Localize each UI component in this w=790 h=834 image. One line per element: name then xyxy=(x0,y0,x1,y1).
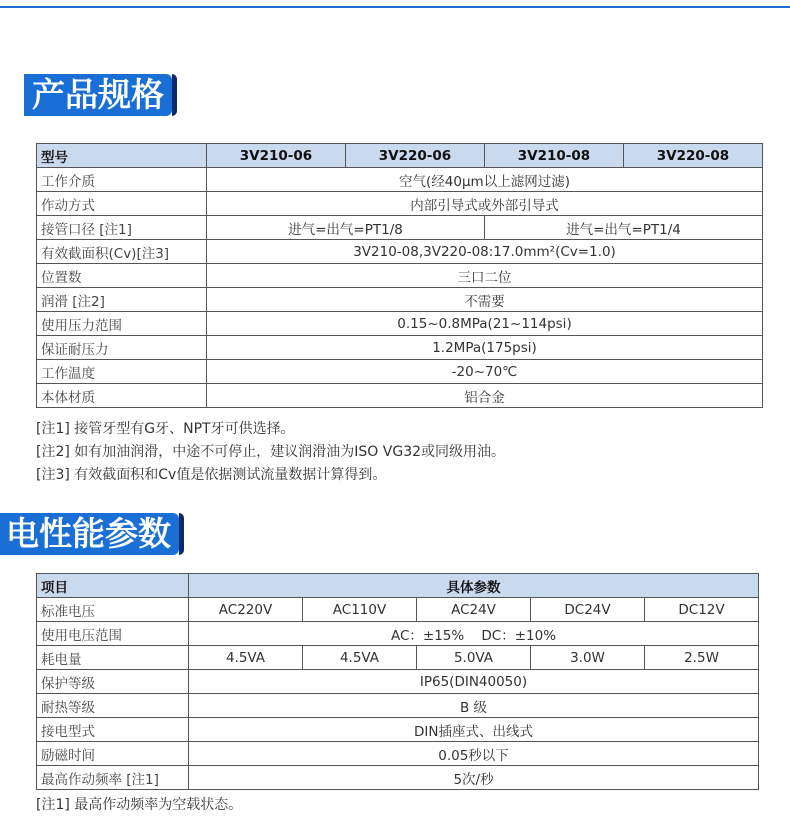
electrical-table xyxy=(36,573,759,790)
row-value: 进气=出气=PT1/4 xyxy=(485,216,763,240)
row-value: AC：±15% DC：±10% xyxy=(189,622,759,646)
row-label: 使用电压范围 xyxy=(37,622,189,646)
row-value: 1.2MPa(175psi) xyxy=(207,336,763,360)
row-value: 0.05秒以下 xyxy=(189,742,759,766)
row-label: 工作温度 xyxy=(37,360,207,384)
table-row xyxy=(37,240,763,264)
header-cell: 具体参数 xyxy=(189,574,759,598)
row-label: 保证耐压力 xyxy=(37,336,207,360)
header-cell: 项目 xyxy=(37,574,189,598)
row-label: 工作介质 xyxy=(37,168,207,192)
row-label: 位置数 xyxy=(37,264,207,288)
header-cell: 型号 xyxy=(37,144,207,168)
row-value: 三口二位 xyxy=(207,264,763,288)
row-label: 标准电压 xyxy=(37,598,189,622)
row-value: 不需要 xyxy=(207,288,763,312)
row-label: 耗电量 xyxy=(37,646,189,670)
row-value: 4.5VA xyxy=(189,646,303,670)
row-value: -20~70℃ xyxy=(207,360,763,384)
table-row xyxy=(37,336,763,360)
table-row xyxy=(37,646,759,670)
row-value: 4.5VA xyxy=(303,646,417,670)
table-row xyxy=(37,288,763,312)
section-title-specs: 产品规格 xyxy=(24,74,172,116)
row-label: 耐热等级 xyxy=(37,694,189,718)
table-row xyxy=(37,168,763,192)
row-value: DC24V xyxy=(531,598,645,622)
table-row xyxy=(37,192,763,216)
table-row xyxy=(37,742,759,766)
row-value: DIN插座式、出线式 xyxy=(189,718,759,742)
row-value: 进气=出气=PT1/8 xyxy=(207,216,485,240)
row-value: 内部引导式或外部引导式 xyxy=(207,192,763,216)
row-label: 保护等级 xyxy=(37,670,189,694)
table-row xyxy=(37,694,759,718)
row-value: DC12V xyxy=(645,598,759,622)
row-label: 润滑 [注2] xyxy=(37,288,207,312)
row-value: 铝合金 xyxy=(207,384,763,408)
row-label: 接电型式 xyxy=(37,718,189,742)
table-row xyxy=(37,216,763,240)
table-row xyxy=(37,718,759,742)
table-row xyxy=(37,360,763,384)
row-label: 使用压力范围 xyxy=(37,312,207,336)
row-value: AC220V xyxy=(189,598,303,622)
row-value: 3.0W xyxy=(531,646,645,670)
table-row xyxy=(37,384,763,408)
row-label: 接管口径 [注1] xyxy=(37,216,207,240)
row-value: 0.15~0.8MPa(21~114psi) xyxy=(207,312,763,336)
row-label: 励磁时间 xyxy=(37,742,189,766)
top-divider xyxy=(0,6,790,8)
table-row xyxy=(37,598,759,622)
row-label: 作动方式 xyxy=(37,192,207,216)
row-label: 最高作动频率 [注1] xyxy=(37,766,189,790)
table-header-row xyxy=(37,574,759,598)
footnote: [注1] 接管牙型有G牙、NPT牙可供选择。 xyxy=(36,421,295,437)
table-row xyxy=(37,670,759,694)
table-row xyxy=(37,766,759,790)
row-label: 有效截面积(Cv)[注3] xyxy=(37,240,207,264)
row-value: 3V210-08,3V220-08:17.0mm²(Cv=1.0) xyxy=(207,240,763,264)
row-value: 2.5W xyxy=(645,646,759,670)
footnote: [注1] 最高作动频率为空载状态。 xyxy=(36,797,243,813)
row-value: AC110V xyxy=(303,598,417,622)
footnote: [注3] 有效截面积和Cv值是依据测试流量数据计算得到。 xyxy=(36,467,387,483)
table-row xyxy=(37,622,759,646)
row-value: B 级 xyxy=(189,694,759,718)
row-value: 空气(经40μm以上滤网过滤) xyxy=(207,168,763,192)
table-header-row xyxy=(37,144,763,168)
row-value: AC24V xyxy=(417,598,531,622)
header-cell: 3V220-06 xyxy=(346,144,485,168)
header-cell: 3V210-06 xyxy=(207,144,346,168)
row-label: 本体材质 xyxy=(37,384,207,408)
row-value: 5.0VA xyxy=(417,646,531,670)
table-row xyxy=(37,312,763,336)
header-cell: 3V220-08 xyxy=(624,144,763,168)
header-cell: 3V210-08 xyxy=(485,144,624,168)
footnote: [注2] 如有加油润滑，中途不可停止，建议润滑油为ISO VG32或同级用油。 xyxy=(36,444,506,460)
specs-table xyxy=(36,143,763,408)
row-value: IP65(DIN40050) xyxy=(189,670,759,694)
row-value: 5次/秒 xyxy=(189,766,759,790)
section-title-electrical: 电性能参数 xyxy=(0,513,179,555)
table-row xyxy=(37,264,763,288)
